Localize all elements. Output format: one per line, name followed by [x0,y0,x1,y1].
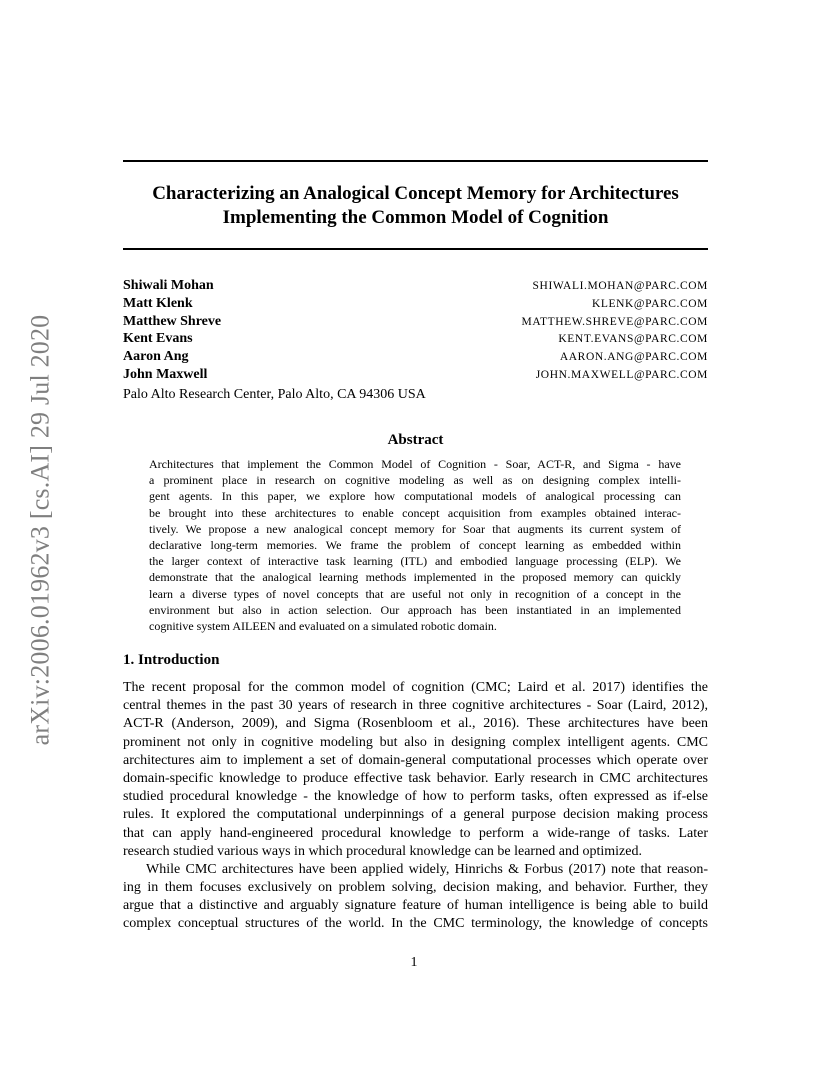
abstract-line: the larger context of interactive task learning (ITL) and embodied language processing (ELP). We [149,554,681,569]
abstract-line: tively. We propose a new analogical concept memory for Soar that augments its current system of [149,521,681,536]
author-email: KENT.EVANS@PARC.COM [558,333,708,346]
abstract-heading: Abstract [387,432,444,448]
intro-line: studied procedural knowledge - the knowledge of how to perform tasks, often expressed as if-else [123,789,708,805]
author-email: AARON.ANG@PARC.COM [559,351,708,364]
abstract-line: environment but also in action selection. Our approach has been instantiated in an implemented [149,602,681,617]
abstract-line: declarative long-term memories. We frame the problem of concept learning as embedded within [149,537,681,552]
author-email: MATTHEW.SHREVE@PARC.COM [521,315,708,328]
author-email: SHIWALI.MOHAN@PARC.COM [532,280,708,292]
author-name: John Maxwell [123,366,208,382]
abstract-line: be brought into these architectures to enable concept acquisition from examples obtained interac- [149,505,681,520]
abstract-line: cognitive system AILEEN and evaluated on a simulated robotic domain. [149,618,497,633]
author-name: Matt Klenk [123,295,193,311]
author-email: JOHN.MAXWELL@PARC.COM [535,368,708,381]
author-row [123,366,708,384]
author-row [123,348,708,366]
abstract-body [149,456,681,634]
title-rule-top [123,160,708,162]
page-number: 1 [410,955,418,970]
title-rule-bottom [123,248,708,250]
intro-line: ACT-R (Anderson, 2009), and Sigma (Rosenbloom et al., 2016). These architectures have been [123,716,708,732]
author-name: Matthew Shreve [123,313,222,329]
intro-line: central themes in the past 30 years of research in three cognitive architectures - Soar (Laird, 2012), [123,698,708,714]
abstract-line: learn a diverse types of novel concepts that are useful not only in recognition of a concept in the [149,586,681,601]
paper-title-line-1: Characterizing an Analogical Concept Memory for Architectures [152,183,679,204]
author-name: Kent Evans [123,331,193,347]
author-list [123,277,708,384]
introduction-body [123,679,708,934]
abstract-line: a prominent place in research on cognitive modeling as well as on designing complex intelli- [149,473,681,488]
intro-line: ing in them focuses exclusively on problem solving, decision making, and behavior. Further, they [123,880,708,896]
paper-title [123,182,708,230]
intro-line: complex conceptual structures of the world. In the CMC terminology, the knowledge of concepts [123,916,708,932]
intro-line: The recent proposal for the common model of cognition (CMC; Laird et al. 2017) identifies the [123,680,708,695]
abstract-line: demonstrate that the analogical learning methods implemented in the proposed memory can quickly [149,570,681,585]
author-row [123,330,708,348]
author-row [123,295,708,313]
author-name: Shiwali Mohan [123,278,214,293]
intro-line: argue that a distinctive and arguably signature feature of human intelligence is being able to build [123,898,708,914]
arxiv-identifier-text: arXiv:2006.01962v3 [cs.AI] 29 Jul 2020 [25,314,54,746]
author-email: KLENK@PARC.COM [591,297,708,310]
author-row [123,313,708,331]
paper-title-line-2: Implementing the Common Model of Cognition [222,207,609,228]
affiliation: Palo Alto Research Center, Palo Alto, CA 94306 USA [123,387,426,402]
author-name: Aaron Ang [123,349,189,365]
intro-line: rules. It explored the computational underpinnings of a general purpose decision making process [123,807,708,823]
intro-line: that can apply hand-engineered procedural knowledge to perform a wide-range of tasks. Later [123,825,708,841]
intro-line: architectures aim to implement a set of domain-general computational processes which operate over [123,752,708,768]
arxiv-identifier [20,300,60,760]
section-heading: 1. Introduction [123,652,220,668]
intro-line: prominent not only in cognitive modeling but also in designing complex intelligent agents. CMC [123,734,708,750]
intro-line: While CMC architectures have been applied widely, Hinrichs & Forbus (2017) note that reason- [146,861,708,877]
intro-line: research studied various ways in which procedural knowledge can be learned and optimized. [123,843,642,859]
abstract-line: Architectures that implement the Common Model of Cognition - Soar, ACT-R, and Sigma - have [149,457,681,471]
abstract-line: gent agents. In this paper, we explore how computational models of analogical processing can [149,489,681,504]
author-row [123,277,708,295]
intro-line: domain-specific knowledge to produce effective task behavior. Early research in CMC architectures [123,770,708,786]
